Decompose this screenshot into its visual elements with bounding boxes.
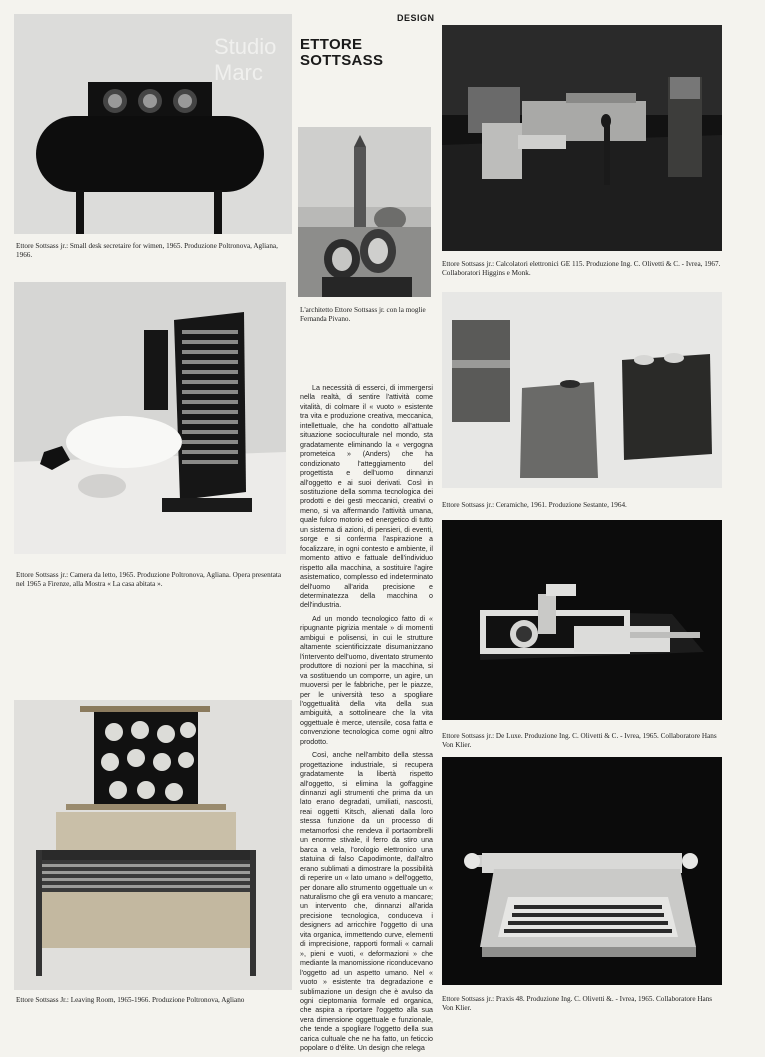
caption-bedroom: Ettore Sottsass jr.: Camera da letto, 1965. Produzione Poltronova, Agliana. Opera presentata nel 1965 a Firenze, alla Mostra « La casa abitata ». — [16, 571, 282, 588]
caption-ceramics: Ettore Sottsass jr.: Ceramiche, 1961. Produzione Sestante, 1964. — [442, 501, 627, 509]
title-line-1: ETTORE — [300, 36, 363, 53]
photo-bedroom — [14, 282, 286, 554]
caption-praxis: Ettore Sottsass jr.: Praxis 48. Produzione Ing. C. Olivetti &. - Ivrea, 1965. Collaboratore Hans Von Klier. — [442, 995, 713, 1012]
svg-text:Marc: Marc — [214, 60, 263, 85]
caption-portrait: L'architetto Ettore Sottsass jr. con la moglie Fernanda Pivano. — [300, 306, 426, 323]
photo-portrait — [298, 127, 431, 297]
photo-deluxe-typewriter — [442, 520, 722, 720]
caption-desk: Ettore Sottsass jr.: Small desk secretaire for wimen, 1965. Produzione Poltronova, Agliana, 1966. — [16, 242, 278, 259]
photo-computer-ge115 — [442, 25, 722, 251]
article-title — [300, 37, 440, 69]
article-paragraph-1: La necessità di esserci, di immergersi nella realtà, di sentire l'attività come vitalità, di colmare il « vuoto » esistente tra vita e produzione creativa, meccanica, intellettuale, che ha condotto all'attuale situazione socioculturale nel mondo, sta gradatamente eliminando la « vergogna prometeica » (Anders) che ha condizionato l'atteggiamento del progettista e dell'uomo dinnanzi all'oggetto e ai suoi derivati. Così in sostituzione della somma tecnologica dei prodotti e dei gesti meccanici, creativi o meno, si va affermando l'attività umana, quale fulcro motorio ed energetico di tutto un sistema di azioni, di pensieri, di eventi, sorge e si conferma l'aspirazione a focalizzare, in ogni contesto e ambiente, il momento attivo e fattuale dell'individuo rispetto alla macchina, a sostituire l'agire asistematico, complesso ed indeterminato dell'uomo all'arida precisione e determinatezza della macchina o dell'industria. — [300, 384, 433, 610]
section-label: DESIGN — [397, 13, 435, 23]
article-paragraph-2: Ad un mondo tecnologico fatto di « ripugnante pigrizia mentale » di momenti ambigui e polisensi, in cui le strutture altamente scientificizzate disumanizzano l'intervento dell'uomo, diventato strumento produttore di nozioni per la macchina, si va sostituendo un comporre, un agire, un muoversi per le fabbriche, per le piazze, per le università teso a spogliare l'oggettualità della vita della sua ambiguità, a sottolineare che la vita oggettuale è merce, utensile, cosa fatta e convenzione tecnologica come ogni altro prodotto. — [300, 614, 433, 746]
photo-praxis-typewriter — [442, 757, 722, 985]
title-line-2: SOTTSASS — [300, 52, 384, 69]
svg-text:Studio: Studio — [214, 34, 277, 59]
caption-deluxe: Ettore Sottsass jr.: De Luxe. Produzione Ing. C. Olivetti & C. - Ivrea, 1965. Collaboratore Hans Von Klier. — [442, 732, 717, 749]
article-paragraph-3: Così, anche nell'ambito della stessa progettazione industriale, si recupera gradatamente la libertà rispetto all'oggetto, si elimina la goffaggine dinnanzi agli strumenti che prima da un lato erano degradati, umiliati, nascosti, reai oggetti Kitsch, alienati dalla loro stessa funzione da un processo di metamorfosi che rendeva il portaombrelli un enorme stivale, il ferro da stiro una barca a vela, l'orologio elettronico una statuina di falso Capodimonte, dall'altro erano sublimati a dimostrare la possibilità di reperire un « lato umano » dell'oggetto, per donare allo strumento oggettuale un « naturalismo che gli era venuto a mancare; un intervento che, dinnanzi all'arida precisione tecnologica, conduceva i designers ad arricchire l'oggetto di una vita organica, immettendo curve, elementi di imprecisione, rapporti formali « carnali », pieni e vuoti, « deformazioni » che mediante la manomissione riconducevano l'oggetto ad un aspetto umano. Nel « vuoto » esistente tra degradazione e sublimazione un design che è avulso da ogni cieptomania formale ed organica, che aspira a riportare l'oggetto alla sua vera dimensione oggettuale e funzionale, che tende a spogliare l'oggetto della sua carica cultuale che ne ha fatto, un feticcio popolare o d'élite. Un design che relega — [300, 751, 433, 1053]
caption-leaving-room: Ettore Sottsass Jr.: Leaving Room, 1965-1966. Produzione Poltronova, Agliano — [16, 996, 245, 1004]
photo-desk-secretaire — [14, 14, 292, 234]
caption-computer: Ettore Sottsass jr.: Calcolatori elettronici GE 115. Produzione Ing. C. Olivetti & C. - Ivrea, 1967. Collaboratori Higgins e Monk. — [442, 260, 721, 277]
article-body — [300, 384, 433, 1057]
photo-leaving-room — [14, 700, 292, 990]
photo-ceramics — [442, 292, 722, 488]
